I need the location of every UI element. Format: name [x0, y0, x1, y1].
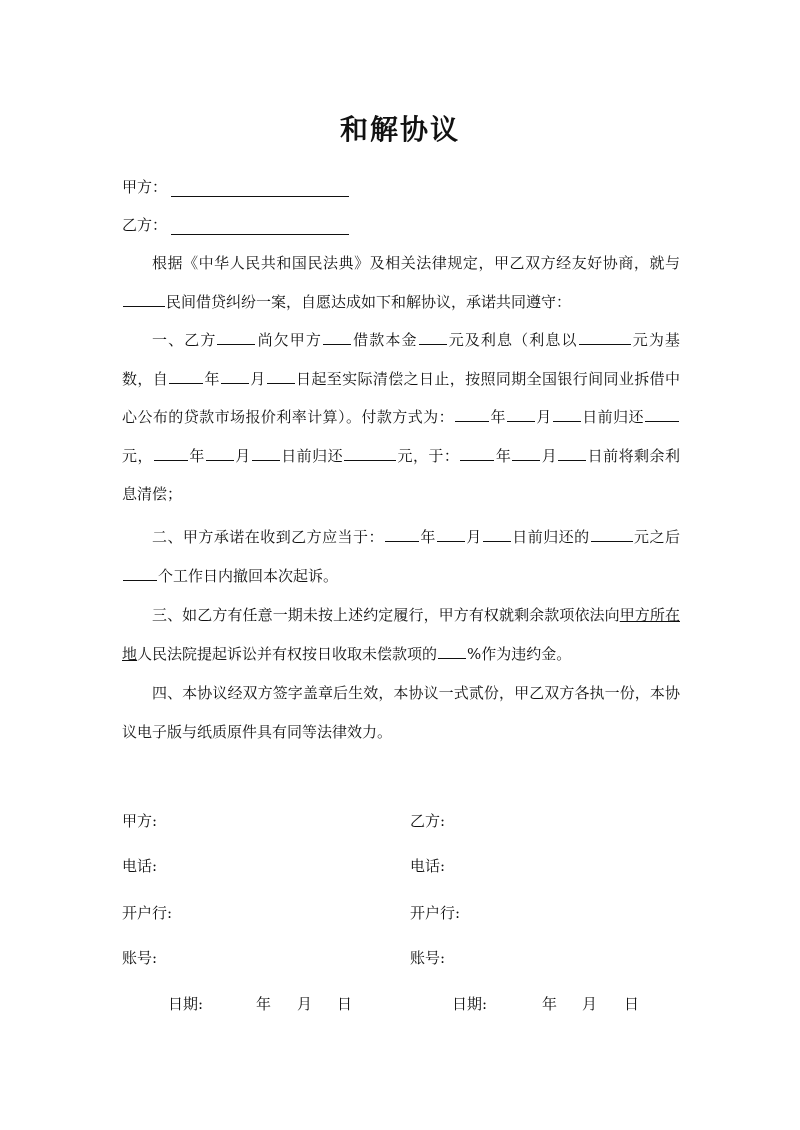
- blank[interactable]: [460, 445, 494, 461]
- blank[interactable]: [553, 406, 581, 422]
- blank[interactable]: [507, 406, 535, 422]
- blank[interactable]: [123, 291, 165, 307]
- sig-party-b: 乙方:: [410, 812, 446, 830]
- party-b-line: [122, 214, 349, 235]
- sig-bank-a: 开户行:: [122, 904, 173, 922]
- date-b-label: 日期:: [452, 995, 488, 1013]
- blank[interactable]: [645, 406, 679, 422]
- blank[interactable]: [455, 406, 489, 422]
- blank[interactable]: [323, 329, 351, 345]
- blank[interactable]: [217, 329, 255, 345]
- blank[interactable]: [154, 445, 188, 461]
- blank[interactable]: [252, 445, 280, 461]
- party-a-label: 甲方：: [122, 178, 168, 196]
- date-b-year: 年: [542, 995, 558, 1013]
- court-location-text: 甲方所在地: [122, 606, 680, 663]
- blank[interactable]: [579, 329, 631, 345]
- blank[interactable]: [419, 329, 447, 345]
- intro-paragraph: 根据《中华人民共和国民法典》及相关法律规定，甲乙双方经友好协商，就与民间借贷纠纷一案，自愿达成如下和解协议，承诺共同遵守：: [122, 244, 680, 321]
- party-b-label: 乙方：: [122, 216, 168, 234]
- clause-1: 一、乙方 尚欠甲方 借款本金 元及利息（利息以 元为基数，自 年 月 日起至实际清偿之日止，按照同期全国银行间同业拆借中心公布的贷款市场报价利率计算）。付款方式为： 年 月 日前归还元， 年 月 日前归还 元，于： 年 月 日前将剩余利息清偿；: [122, 331, 680, 503]
- blank[interactable]: [438, 643, 466, 659]
- sig-account-a: 账号:: [122, 949, 158, 967]
- blank[interactable]: [385, 526, 419, 542]
- clause-4: 四、本协议经双方签字盖章后生效，本协议一式贰份，甲乙双方各执一份，本协议电子版与纸质原件具有同等法律效力。: [122, 684, 680, 741]
- blank[interactable]: [221, 368, 249, 384]
- sig-party-a: 甲方:: [122, 812, 158, 830]
- blank[interactable]: [437, 526, 465, 542]
- blank[interactable]: [123, 565, 157, 581]
- sig-account-b: 账号:: [410, 949, 446, 967]
- date-a-day: 日: [337, 995, 353, 1013]
- blank[interactable]: [558, 445, 586, 461]
- date-a-label: 日期:: [168, 995, 204, 1013]
- blank[interactable]: [591, 526, 633, 542]
- date-a-month: 月: [297, 995, 313, 1013]
- date-b-month: 月: [582, 995, 598, 1013]
- blank[interactable]: [169, 368, 203, 384]
- party-a-blank[interactable]: [171, 182, 349, 197]
- clause-3: 三、如乙方有任意一期未按上述约定履行，甲方有权就剩余款项依法向甲方所在地人民法院提起诉讼并有权按日收取未偿款项的 %作为违约金。: [122, 606, 680, 663]
- sig-phone-a: 电话:: [122, 857, 158, 875]
- party-a-line: [122, 176, 349, 197]
- date-b-day: 日: [624, 995, 640, 1013]
- blank[interactable]: [267, 368, 295, 384]
- blank[interactable]: [483, 526, 511, 542]
- party-b-blank[interactable]: [171, 220, 349, 235]
- date-a-year: 年: [256, 995, 272, 1013]
- blank[interactable]: [206, 445, 234, 461]
- document-title: 和解协议: [339, 113, 460, 146]
- sig-phone-b: 电话:: [410, 857, 446, 875]
- blank[interactable]: [344, 445, 396, 461]
- blank[interactable]: [512, 445, 540, 461]
- sig-bank-b: 开户行:: [410, 904, 461, 922]
- clause-2: 二、甲方承诺在收到乙方应当于： 年 月 日前归还的 元之后个工作日内撤回本次起诉。: [122, 518, 680, 595]
